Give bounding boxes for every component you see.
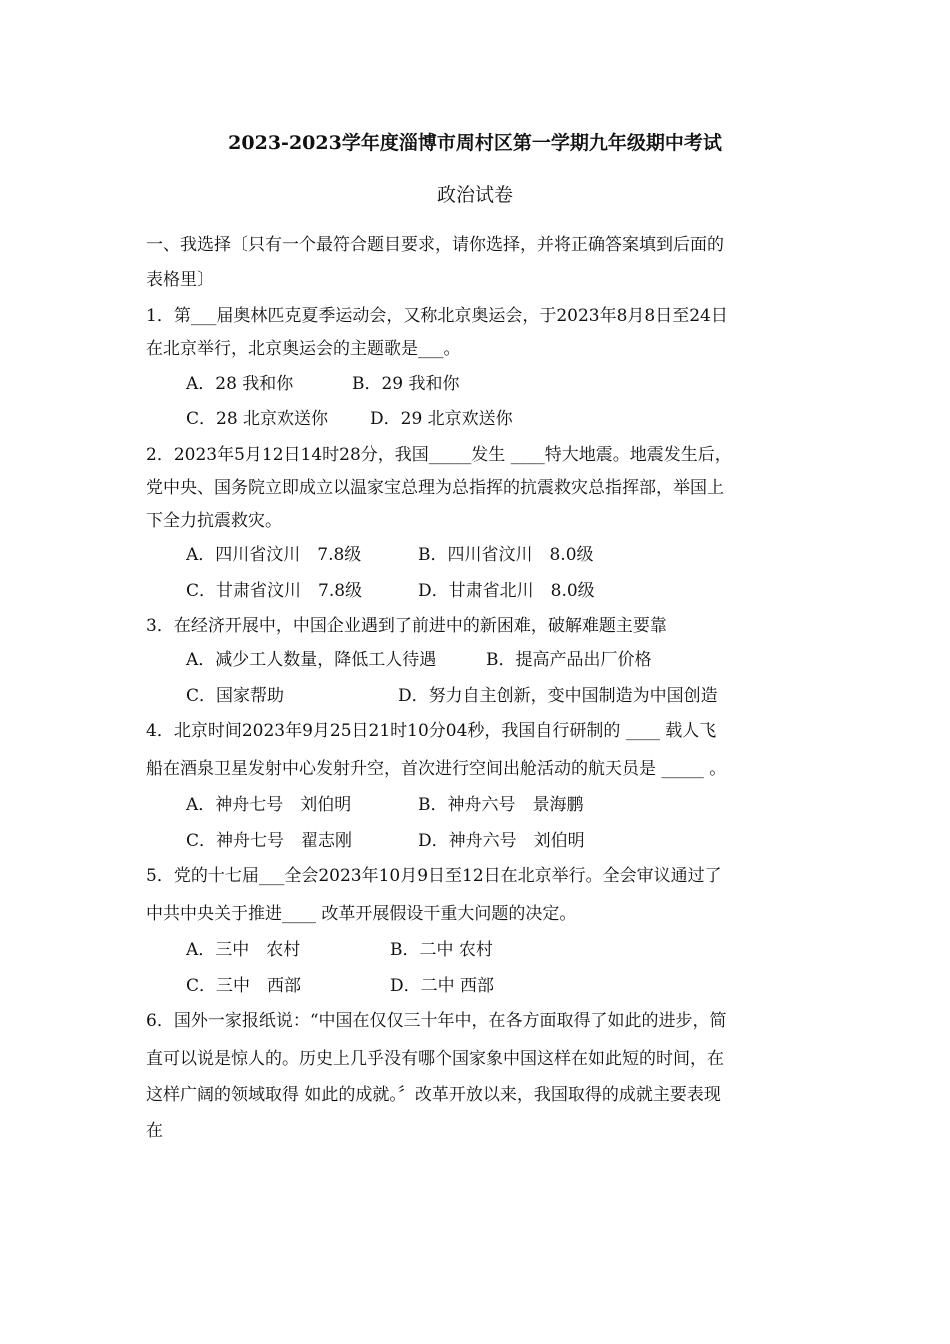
question-text: 船在酒泉卫星发射中心发射升空，首次进行空间出舱活动的航天员是 _____ 。	[146, 759, 727, 779]
question-text: 3．在经济开展中，中国企业遇到了前进中的新困难，破解难题主要靠	[146, 616, 667, 636]
option-a: A．四川省汶川 7.8级	[186, 545, 362, 565]
option-d: D．努力自主创新，变中国制造为中国创造	[398, 686, 718, 706]
option-d: D．甘肃省北川 8.0级	[418, 581, 595, 601]
question-text: 这样广阔的领域取得 如此的成就。〞改革开放以来，我国取得的成就主要表现	[146, 1085, 721, 1105]
question-text: 中共中央关于推进____ 改革开展假设干重大问题的决定。	[146, 904, 577, 924]
option-d: D．二中 西部	[390, 976, 495, 996]
question-text: 1．第___届奥林匹克夏季运动会，又称北京奥运会，于2023年8月8日至24日	[146, 306, 728, 326]
question-text: 党中央、国务院立即成立以温家宝总理为总指挥的抗震救灾总指挥部，举国上	[146, 478, 724, 498]
question-text: 下全力抗震救灾。	[146, 511, 282, 531]
option-d: D．神舟六号 刘伯明	[418, 831, 585, 851]
question-text: 4．北京时间2023年9月25日21时10分04秒，我国自行研制的 ____ 载人飞	[146, 721, 717, 741]
question-text: 在北京举行，北京奥运会的主题歌是___。	[146, 339, 461, 359]
option-a: A．神舟七号 刘伯明	[186, 795, 352, 815]
option-b: B．29 我和你	[352, 374, 460, 394]
option-a: A．三中 农村	[186, 940, 301, 960]
question-text: 2．2023年5月12日14时28分，我国_____发生 ____特大地震。地震发生后，	[146, 445, 732, 465]
option-b: B．四川省汶川 8.0级	[418, 545, 594, 565]
option-c: C．神舟七号 翟志刚	[186, 831, 353, 851]
question-text: 5．党的十七届___全会2023年10月9日至12日在北京举行。全会审议通过了	[146, 866, 722, 886]
option-b: B．神舟六号 景海鹏	[418, 795, 584, 815]
question-text: 6．国外一家报纸说：“中国在仅仅三十年中，在各方面取得了如此的进步，简	[146, 1011, 727, 1031]
option-c: C．三中 西部	[186, 976, 302, 996]
exam-subtitle: 政治试卷	[436, 184, 513, 206]
exam-title: 2023-2023学年度淄博市周村区第一学期九年级期中考试	[228, 132, 722, 154]
option-b: B．二中 农村	[390, 940, 493, 960]
option-a: A．减少工人数量，降低工人待遇	[186, 650, 437, 670]
option-d: D．29 北京欢送你	[370, 409, 513, 429]
option-c: C．28 北京欢送你	[186, 409, 329, 429]
option-c: C．国家帮助	[186, 686, 285, 706]
option-c: C．甘肃省汶川 7.8级	[186, 581, 363, 601]
question-text: 直可以说是惊人的。历史上几乎没有哪个国家象中国这样在如此短的时间，在	[146, 1049, 724, 1069]
question-text: 在	[146, 1121, 163, 1141]
option-a: A．28 我和你	[186, 374, 294, 394]
section-heading: 一、我选择〔只有一个最符合题目要求，请你选择，并将正确答案填到后面的	[146, 235, 724, 255]
option-b: B．提高产品出厂价格	[486, 650, 652, 670]
section-heading: 表格里〕	[146, 270, 214, 290]
